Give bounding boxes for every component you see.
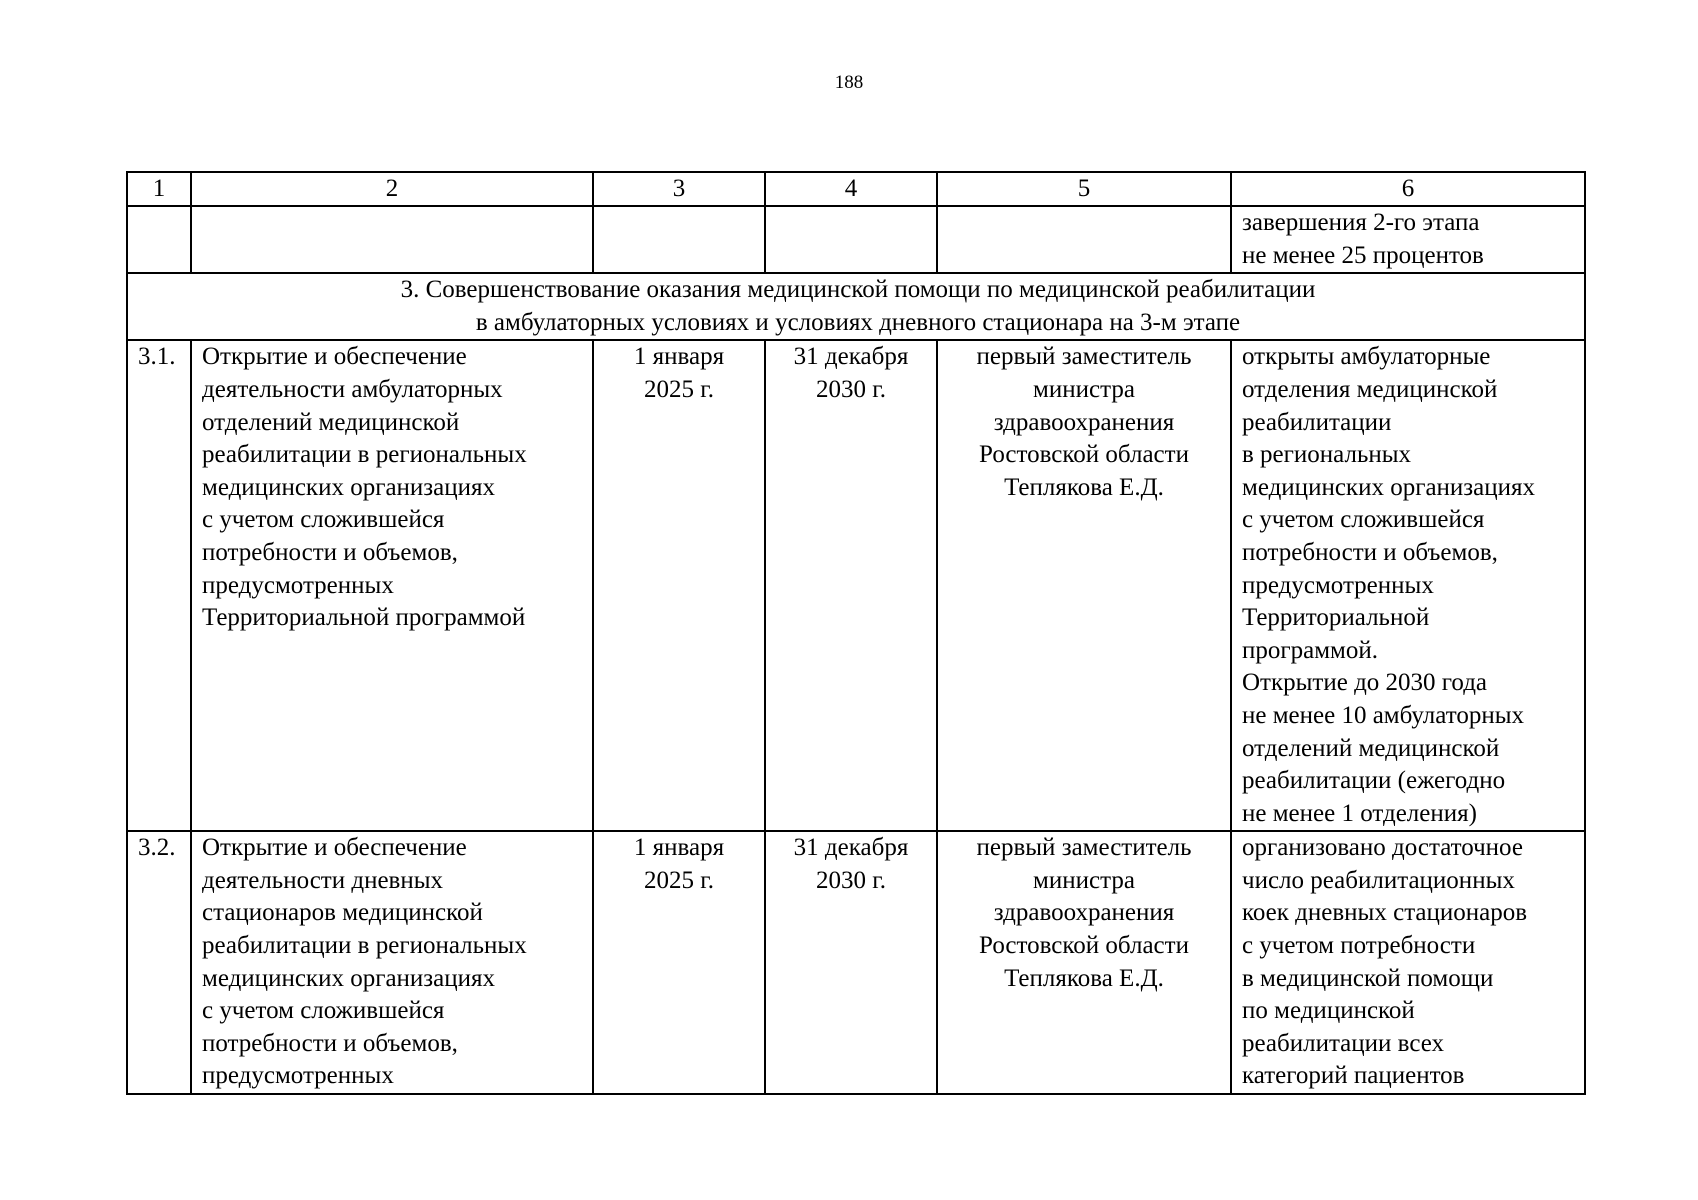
continuation-row <box>127 206 1585 273</box>
column-header-5: 5 <box>937 172 1231 206</box>
column-header-6: 6 <box>1231 172 1585 206</box>
page-number: 188 <box>834 72 864 93</box>
cont-cell-3 <box>593 206 765 273</box>
row-number: 3.1. <box>127 340 191 831</box>
responsible-cell: первый заместитель министра здравоохранения Ростовской области Теплякова Е.Д. <box>937 340 1231 831</box>
result-cell: открыты амбулаторные отделения медицинской реабилитации в региональных медицинских организациях с учетом сложившейся потребности и объемов, предусмотренных Территориальной программой. Открытие до 2030 года не менее 10 амбулаторных отделений медицинской реабилитации (ежегодно не менее 1 отделения) <box>1231 340 1585 831</box>
table-row <box>127 340 1585 831</box>
section-heading-row <box>127 273 1585 340</box>
section-heading: 3. Совершенствование оказания медицинской помощи по медицинской реабилитации в амбулаторных условиях и условиях дневного стационара на 3-м этапе <box>127 273 1585 340</box>
row-number: 3.2. <box>127 831 191 1094</box>
start-date-cell: 1 января 2025 г. <box>593 831 765 1094</box>
column-header-2: 2 <box>191 172 593 206</box>
cont-cell-2 <box>191 206 593 273</box>
responsible-cell: первый заместитель министра здравоохранения Ростовской области Теплякова Е.Д. <box>937 831 1231 1094</box>
activity-cell: Открытие и обеспечение деятельности дневных стационаров медицинской реабилитации в региональных медицинских организациях с учетом сложившейся потребности и объемов, предусмотренных <box>191 831 593 1094</box>
table-row <box>127 831 1585 1094</box>
column-number-header-row <box>127 172 1585 206</box>
column-header-3: 3 <box>593 172 765 206</box>
activity-cell: Открытие и обеспечение деятельности амбулаторных отделений медицинской реабилитации в региональных медицинских организациях с учетом сложившейся потребности и объемов, предусмотренных Территориальной программой <box>191 340 593 831</box>
cont-cell-1 <box>127 206 191 273</box>
end-date-cell: 31 декабря 2030 г. <box>765 831 937 1094</box>
start-date-cell: 1 января 2025 г. <box>593 340 765 831</box>
cont-cell-5 <box>937 206 1231 273</box>
cont-cell-result: завершения 2-го этапа не менее 25 процентов <box>1231 206 1585 273</box>
column-header-4: 4 <box>765 172 937 206</box>
cont-cell-4 <box>765 206 937 273</box>
column-header-1: 1 <box>127 172 191 206</box>
end-date-cell: 31 декабря 2030 г. <box>765 340 937 831</box>
measures-table <box>126 171 1586 1095</box>
result-cell: организовано достаточное число реабилитационных коек дневных стационаров с учетом потребности в медицинской помощи по медицинской реабилитации всех категорий пациентов <box>1231 831 1585 1094</box>
